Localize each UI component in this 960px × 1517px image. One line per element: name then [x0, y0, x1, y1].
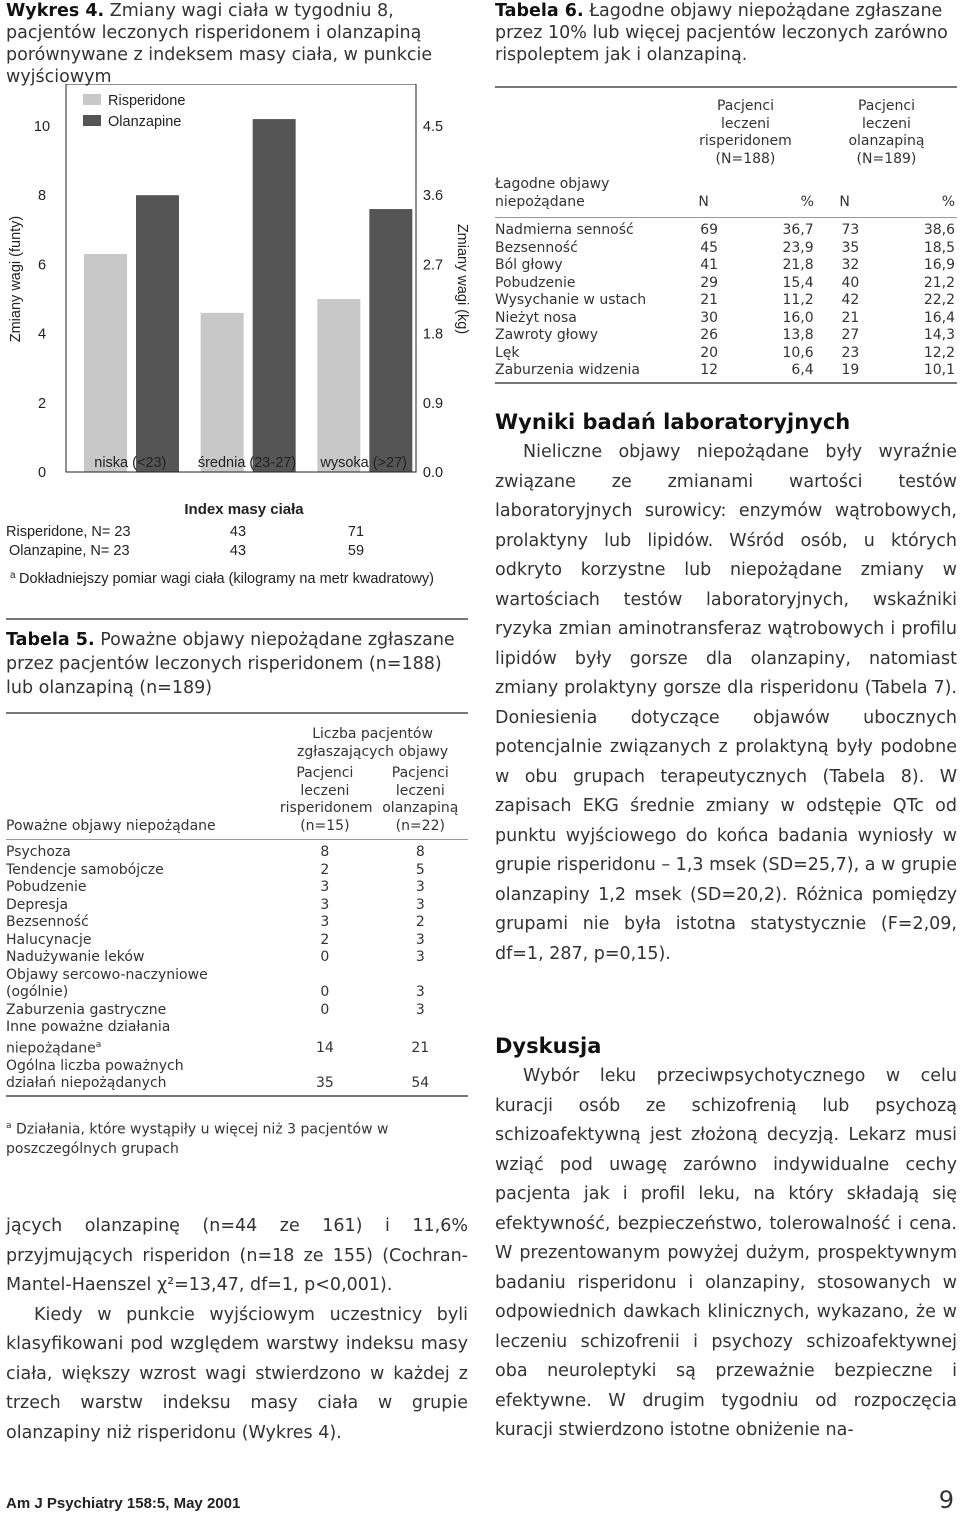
table5-row	[6, 967, 468, 985]
page-number: 9	[938, 1486, 954, 1514]
table6-cell-n2: 40	[841, 274, 860, 291]
table5-cell-olanzapine: 3	[415, 984, 425, 1000]
table5-cell-risperidone: 0	[320, 1001, 330, 1018]
bar-olanzapine	[136, 195, 179, 471]
table6-row	[495, 362, 957, 380]
table6-cell-n1: 30	[700, 309, 719, 326]
table5-header	[6, 726, 468, 835]
table6-cell-n1: 41	[700, 257, 719, 273]
x-tick-label: niska (<23)	[94, 455, 167, 471]
x-axis-label: Index masy ciała	[184, 501, 304, 518]
table5-row-label: Objawy sercowo-naczyniowe	[6, 966, 208, 983]
table5-row	[6, 1075, 468, 1093]
table6-cell-n1: 29	[700, 274, 719, 291]
bar-risperidone	[201, 313, 244, 472]
figure4-chart	[6, 84, 476, 624]
table5-row-label: Nadużywanie leków	[6, 949, 145, 965]
table6-cell-pct1: 11,2	[782, 292, 814, 308]
n-table-row-label: Olanzapine, N= 23	[9, 543, 130, 559]
table6-group2: Pacjenci leczeni olanzapiną (N=189)	[848, 98, 925, 167]
y2-tick-label: 2.7	[422, 257, 444, 274]
figure4-bottom-rule	[6, 618, 468, 620]
table5-caption-text: Poważne objawy niepożądane zgłaszane przez pacjentów leczonych risperidonem (n=188) lub olanzapiną (n=189)	[6, 630, 455, 698]
table5-row-label: Bezsenność	[6, 914, 89, 930]
section-discussion-heading: Dyskusja	[495, 1034, 602, 1058]
table5-cell-olanzapine	[373, 1058, 468, 1076]
figure4-svg	[6, 84, 476, 624]
table6-n2-header: N	[839, 193, 850, 210]
table5-cell-risperidone: 0	[320, 984, 330, 1000]
table5-footnote	[6, 1117, 468, 1159]
table5-row	[6, 949, 468, 967]
table5-header-group: Liczba pacjentów zgłaszających objawy	[297, 726, 449, 760]
table5-cell-olanzapine: 3	[415, 879, 425, 895]
n-table-value: 43	[229, 524, 247, 540]
table5-cell-risperidone	[277, 1058, 372, 1076]
table6-cell-n2: 35	[841, 239, 860, 256]
y2-axis-label: Zmiany wagi (kg)	[454, 223, 470, 335]
table6-cell-pct1: 13,8	[782, 327, 814, 343]
table5-cell-risperidone: 14	[315, 1040, 334, 1057]
table6-cell-n1: 45	[700, 239, 719, 256]
table5-cell-risperidone: 3	[320, 896, 330, 913]
table6-cell-pct1: 10,6	[782, 344, 814, 361]
table5-footnote-text: Działania, które wystąpiły u więcej niż 3 pacjentów w poszczególnych grupach	[6, 1121, 389, 1157]
table5-row	[6, 914, 468, 932]
table5-cell-olanzapine: 54	[411, 1075, 430, 1092]
y2-tick-label: 1.8	[422, 326, 444, 343]
table5-row-label: (ogólnie)	[6, 984, 69, 1000]
table5-cell-risperidone: 35	[315, 1075, 334, 1092]
table5-row-label: Inne poważne działania	[6, 1019, 171, 1035]
table6-cell-n2: 19	[841, 362, 860, 378]
legend-swatch-olanzapine	[83, 115, 101, 126]
table6-cell-pct2: 16,4	[923, 309, 955, 326]
table6-cell-pct2: 21,2	[923, 274, 955, 291]
table5-col2-header: Pacjenci leczeni olanzapiną (n=22)	[382, 765, 459, 834]
table6-cell-n1: 26	[700, 327, 719, 343]
y-tick-label: 2	[37, 395, 47, 412]
table5-cell-risperidone	[277, 967, 372, 985]
table6-cell-pct2: 10,1	[923, 362, 955, 378]
table5-row-label: działań niepożądanych	[6, 1075, 167, 1092]
table5-row-label: Tendencje samobójcze	[6, 861, 164, 878]
y2-tick-label: 4.5	[422, 119, 444, 135]
table6-cell-pct2: 18,5	[923, 239, 955, 256]
table6-row-label: Zaburzenia widzenia	[495, 362, 640, 378]
table6-body	[495, 222, 957, 380]
table5-row	[6, 879, 468, 897]
table5-cell-olanzapine	[373, 1019, 468, 1037]
table5-row-label: Psychoza	[6, 844, 71, 860]
x-tick-label: średnia (23-27)	[197, 455, 297, 471]
legend-swatch-risperidone	[83, 94, 101, 105]
table6-cell-n1: 20	[700, 344, 719, 361]
figure4-caption-text: Zmiany wagi ciała w tygodniu 8, pacjentów leczonych risperidonem i olanzapiną porównywane z indeksem masy ciała, w punkcie wyjściowym	[6, 1, 433, 87]
table5-row-label: Zaburzenia gastryczne	[6, 1001, 167, 1018]
table5-cell-olanzapine: 8	[415, 844, 425, 860]
table5-row-label: Ogólna liczba poważnych	[6, 1057, 184, 1074]
figure4-label: Wykres 4.	[6, 1, 105, 21]
section-discussion-text: Wybór leku przeciwpsychotycznego w celu kuracji osób ze schizofrenią lub psychozą schizoafektywną jest złożoną decyzją. Lekarz musi wziąć pod uwagę zarówno indywidualne cechy pacjenta jak i profil leku, na który składają się efektywność, bezpieczeństwo, tolerowalność i cena. W prezentowanym powyżej dużym, prospektywnym badaniu risperidonu i olanzapiny, stosowanych w odpowiednich dawkach klinicznych, wykazano, że w leczeniu schizofrenii i psychozy schizoafektywnej oba neuroleptyki są przeważnie bezpieczne i efektywne. W drugim tygodniu od rozpoczęcia kuracji stwierdzono istotne obniżenie na-	[495, 1066, 957, 1440]
table6-cell-pct2: 22,2	[923, 292, 955, 308]
table5-body	[6, 844, 468, 1093]
table5-row	[6, 1037, 468, 1058]
x-tick-label: wysoka (>27)	[320, 455, 407, 471]
left-body	[6, 1212, 468, 1448]
table6-p1-header: %	[800, 193, 814, 210]
table5-row	[6, 897, 468, 915]
table5-cell-risperidone: 0	[320, 949, 330, 965]
table5	[6, 712, 468, 1097]
table6-group1: Pacjenci leczeni risperidonem (N=188)	[699, 98, 792, 167]
table5-cell-risperidone: 3	[320, 914, 330, 930]
table5-row	[6, 984, 468, 1002]
n-table-value: 59	[347, 543, 365, 559]
table6-header	[495, 98, 957, 211]
table5-cell-olanzapine: 2	[415, 914, 425, 930]
table6-row-label: Lęk	[495, 344, 520, 361]
figure4-caption	[6, 0, 468, 88]
table6-row-label: Pobudzenie	[495, 274, 576, 291]
table6-cell-n2: 23	[841, 344, 860, 361]
table5-cell-olanzapine: 3	[415, 896, 425, 913]
table5-cell-risperidone: 2	[320, 861, 330, 878]
table5-cell-olanzapine: 3	[415, 949, 425, 965]
section-lab-text: Nieliczne objawy niepożądane były wyraźnie związane ze zmianami wartości testów laboratoryjnych surowicy: enzymów wątrobowych, prolaktyny lub lipidów. Wśród osób, u których odkryto korzystne lub niepożądane zmiany w wartościach testów laboratoryjnych, wskaźniki ryzyka zmian aminotransferaz wątrobowych i profilu lipidów były gorsze dla olanzapiny, natomiast zmiany prolaktyny gorsze dla risperidonu (Tabela 7). Doniesienia dotyczące objawów ubocznych potencjalnie związanych z prolaktyną były podobne w obu grupach terapeutycznych (Tabela 8). W zapisach EKG średnie zmiany w odstępie QTc od punktu wyjściowego do końca badania wyniosły w grupie risperidonu – 1,3 msek (SD=25,7), a w grupie olanzapiny 1,2 msek (SD=20,2). Różnica pomiędzy grupami nie była istotna statystycznie (F=2,09, df=1, 287, p=0,15).	[495, 442, 957, 964]
table5-row-label: Halucynacje	[6, 931, 92, 948]
table6-cell-n1: 12	[700, 362, 719, 378]
table6-row-label: Nieżyt nosa	[495, 309, 577, 326]
table6	[495, 86, 957, 384]
table6-label: Tabela 6.	[495, 1, 584, 21]
bar-risperidone	[84, 254, 127, 471]
table6-cell-pct1: 16,0	[782, 309, 814, 326]
table5-row	[6, 844, 468, 862]
table5-cell-risperidone	[277, 1019, 372, 1037]
table5-cell-olanzapine: 3	[415, 931, 425, 948]
table5-row-label: niepożądane	[6, 1040, 96, 1057]
table5-caption	[6, 628, 468, 700]
table6-cell-pct1: 15,4	[782, 274, 814, 291]
table5-cell-risperidone: 2	[320, 931, 330, 948]
y-tick-label: 4	[37, 326, 47, 343]
left-paragraph-1: jących olanzapinę (n=44 ze 161) i 11,6% przyjmujących risperidon (n=18 ze 155) (Cochran-Mantel-Haenszel χ²=13,47, df=1, p<0,001).	[6, 1216, 468, 1295]
y2-tick-label: 0.9	[422, 395, 444, 412]
table6-row	[495, 310, 957, 328]
footer-journal: Am J Psychiatry 158:5, May 2001	[6, 1495, 241, 1512]
table6-cell-n2: 21	[841, 309, 860, 326]
y-tick-label: 6	[37, 257, 47, 274]
left-paragraph-2: Kiedy w punkcie wyjściowym uczestnicy byli klasyfikowani pod względem warstwy indeksu masy ciała, większy wzrost wagi stwierdzono w każdej z trzech warstw indeksu masy ciała w grupie olanzapiny niż risperidonu (Wykres 4).	[6, 1304, 468, 1443]
table6-row-label: Nadmierna senność	[495, 222, 634, 238]
y2-tick-label: 3.6	[422, 188, 444, 205]
table6-row	[495, 292, 957, 310]
table5-cell-olanzapine	[373, 967, 468, 985]
n-table-value: 43	[229, 543, 247, 559]
table6-cell-pct1: 21,8	[782, 257, 814, 273]
chart-footnote: Dokładniejszy pomiar wagi ciała (kilogramy na metr kwadratowy)	[19, 571, 435, 587]
table5-col1-header: Pacjenci leczeni risperidonem (n=15)	[279, 765, 373, 834]
table6-cell-n2: 42	[841, 292, 860, 308]
table6-cell-pct1: 36,7	[782, 222, 814, 238]
table6-row-label: Ból głowy	[495, 257, 563, 273]
table5-cell-olanzapine: 21	[411, 1040, 430, 1057]
table5-row-footnote-marker: a	[95, 1039, 102, 1050]
legend-label-risperidone: Risperidone	[108, 93, 186, 109]
table6-row	[495, 222, 957, 240]
table6-row-label: Zawroty głowy	[495, 327, 599, 343]
section-lab-heading: Wyniki badań laboratoryjnych	[495, 410, 851, 434]
table6-n1-header: N	[698, 193, 709, 210]
table6-row	[495, 327, 957, 345]
table6-caption-text: Łagodne objawy niepożądane zgłaszane przez 10% lub więcej pacjentów leczonych zarówno rispoleptem jak i olanzapiną.	[495, 1, 948, 65]
table6-row	[495, 257, 957, 275]
y2-tick-label: 0.0	[422, 465, 444, 481]
table5-row	[6, 1058, 468, 1076]
table6-cell-pct2: 16,9	[923, 257, 955, 273]
table6-cell-n1: 21	[700, 292, 719, 308]
table6-caption	[495, 0, 957, 66]
table6-cell-pct1: 6,4	[791, 362, 814, 378]
table5-row	[6, 1002, 468, 1020]
table5-cell-olanzapine: 5	[415, 861, 425, 878]
table6-cell-n2: 32	[841, 257, 860, 273]
table5-cell-olanzapine: 3	[415, 1001, 425, 1018]
y-tick-label: 8	[37, 188, 47, 205]
table5-label: Tabela 5.	[6, 630, 95, 650]
table6-row	[495, 345, 957, 363]
table6-cell-n2: 27	[841, 327, 860, 343]
table5-cell-risperidone: 8	[320, 844, 330, 860]
bar-olanzapine	[253, 119, 296, 471]
table6-row	[495, 275, 957, 293]
y-tick-label: 0	[37, 465, 47, 481]
table6-col0-header: Łagodne objawy niepożądane	[495, 176, 610, 210]
table6-cell-pct2: 12,2	[923, 344, 955, 361]
table6-cell-pct2: 38,6	[923, 222, 955, 238]
table5-footnote-marker: a	[6, 1121, 12, 1131]
table5-row-label: Pobudzenie	[6, 879, 87, 895]
table5-row-label: Depresja	[6, 896, 69, 913]
table5-col0-header: Poważne objawy niepożądane	[6, 817, 216, 834]
table6-row-label: Bezsenność	[495, 239, 578, 256]
table5-row	[6, 862, 468, 880]
n-table-row-label: Risperidone, N= 23	[6, 524, 131, 540]
table5-row	[6, 932, 468, 950]
table6-row-label: Wysychanie w ustach	[495, 292, 647, 308]
section-lab	[495, 410, 957, 969]
y-tick-label: 10	[33, 119, 51, 135]
bar-olanzapine	[369, 209, 412, 471]
table6-cell-n2: 73	[841, 222, 860, 238]
y-axis-label: Zmiany wagi (funty)	[8, 215, 24, 343]
chart-footnote-marker: a	[10, 570, 16, 581]
table5-cell-risperidone: 3	[320, 879, 330, 895]
bar-risperidone	[317, 299, 360, 472]
table6-cell-pct2: 14,3	[923, 327, 955, 343]
table6-cell-n1: 69	[700, 222, 719, 238]
table6-p2-header: %	[941, 193, 955, 210]
n-table-value: 71	[347, 524, 365, 540]
legend-label-olanzapine: Olanzapine	[108, 114, 182, 130]
table5-row	[6, 1019, 468, 1037]
table6-row	[495, 240, 957, 258]
table6-cell-pct1: 23,9	[782, 239, 814, 256]
section-discussion	[495, 1034, 957, 1446]
